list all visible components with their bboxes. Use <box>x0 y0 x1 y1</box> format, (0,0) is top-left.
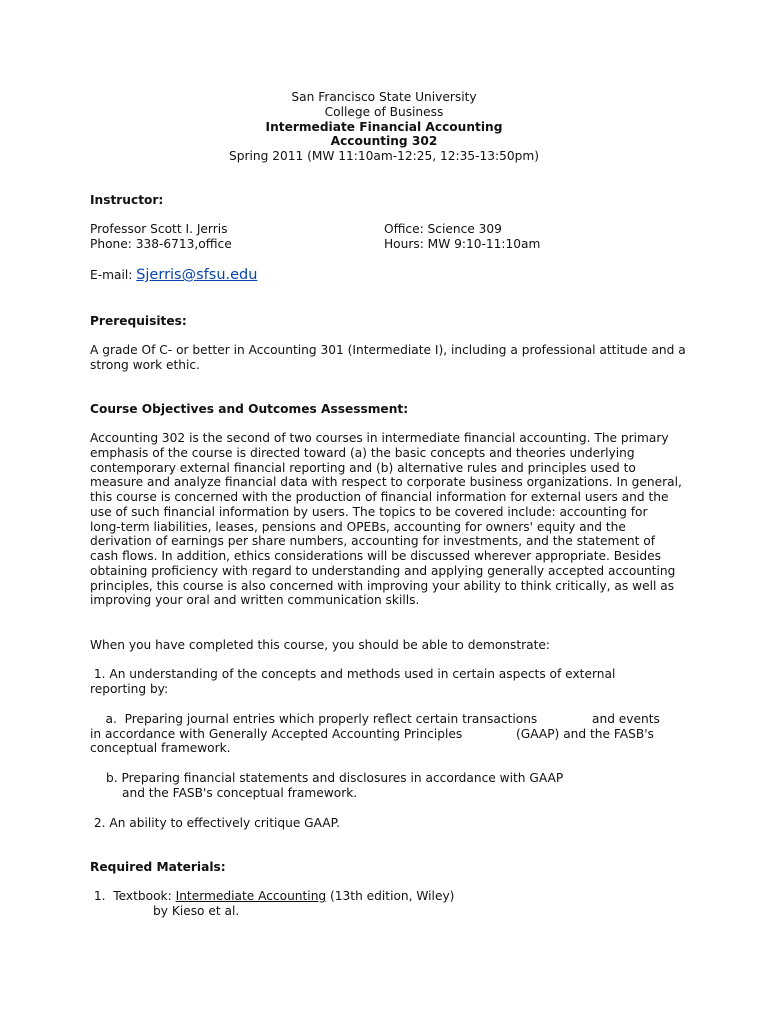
outcome-1b-line-2: and the FASB's conceptual framework. <box>122 786 358 800</box>
objectives-paragraph: Accounting 302 is the second of two courses in intermediate financial accounting. The primary emphasis of the course is directed toward (a) the basic concepts and theories underlying contemporary external financial reporting and (b) alternative rules and principles used to measure and analyze financial data with respect to corporate business organizations. In general, this course is concerned with the production of financial information for external users and the use of such financial information by users. The topics to be covered include: accounting for long-term liabilities, leases, pensions and OPEBs, accounting for owners' equity and the derivation of earnings per share numbers, accounting for investments, and the statement of cash flows. In addition, ethics considerations will be discussed wherever appropriate. Besides obtaining proficiency with regard to understanding and applying generally accepted accounting principles, this course is also concerned with improving your ability to think critically, as well as improving your oral and written communication skills. <box>90 431 682 608</box>
textbook-prefix: 1. Textbook: <box>90 889 172 903</box>
instructor-hours: Hours: MW 9:10-11:10am <box>384 237 541 251</box>
instructor-name: Professor Scott I. Jerris <box>90 222 228 236</box>
term-schedule: Spring 2011 (MW 11:10am-12:25, 12:35-13:50pm) <box>228 149 540 163</box>
outcome-1b-line-1: b. Preparing financial statements and disclosures in accordance with GAAP <box>106 771 564 785</box>
objectives-intro: When you have completed this course, you should be able to demonstrate: <box>90 638 551 652</box>
outcome-1-line-1: 1. An understanding of the concepts and methods used in certain aspects of external <box>90 667 616 681</box>
outcome-2: 2. An ability to effectively critique GAAP. <box>90 816 340 830</box>
outcome-1a-line-3: conceptual framework. <box>90 741 231 755</box>
objectives-heading: Course Objectives and Outcomes Assessment: <box>90 402 409 416</box>
prerequisites-text: A grade Of C- or better in Accounting 301 (Intermediate I), including a professional attitude and a strong work ethic. <box>90 343 686 372</box>
prerequisites-heading: Prerequisites: <box>90 314 187 328</box>
instructor-heading: Instructor: <box>90 193 164 207</box>
outcome-1a-line-2b: (GAAP) and the FASB's <box>516 727 654 741</box>
textbook-edition: (13th edition, Wiley) <box>330 889 455 903</box>
outcome-1a-line-2a: in accordance with Generally Accepted Accounting Principles <box>90 727 463 741</box>
email-label: E-mail: <box>90 268 133 282</box>
email-link[interactable]: Sjerris@sfsu.edu <box>136 267 258 283</box>
textbook-line <box>90 889 454 904</box>
college-name: College of Business <box>324 105 444 119</box>
outcome-1a-line-1a: a. Preparing journal entries which properly reflect certain transactions <box>90 712 538 726</box>
email-row <box>90 268 257 283</box>
instructor-office: Office: Science 309 <box>384 222 502 236</box>
textbook-title: Intermediate Accounting <box>175 889 327 903</box>
outcome-1a-line-1b: and events <box>592 712 660 726</box>
materials-heading: Required Materials: <box>90 860 226 874</box>
course-number: Accounting 302 <box>330 134 438 148</box>
university-name: San Francisco State University <box>291 90 477 104</box>
instructor-phone: Phone: 338-6713,office <box>90 237 232 251</box>
course-title: Intermediate Financial Accounting <box>265 120 503 134</box>
outcome-1-line-2: reporting by: <box>90 682 169 696</box>
textbook-author: by Kieso et al. <box>153 904 240 918</box>
